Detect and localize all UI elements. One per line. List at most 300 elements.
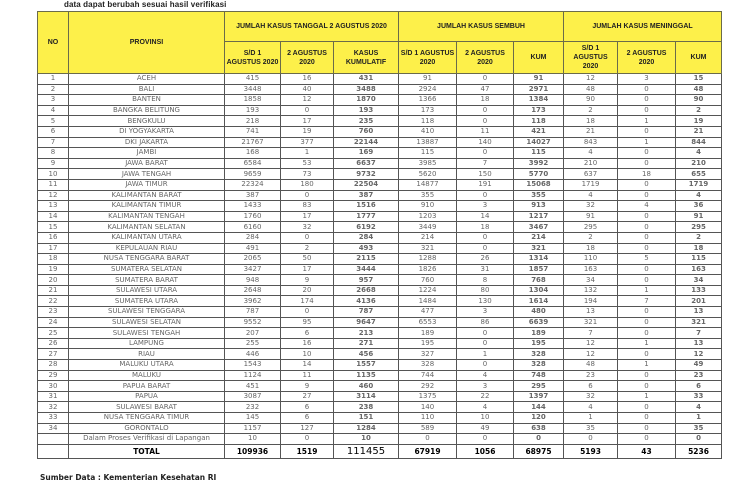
kasus-kumulatif: 235 (334, 116, 399, 127)
sembuh-agust2: 0 (457, 190, 514, 201)
sembuh-kum: 214 (514, 232, 564, 243)
kasus-sd1: 22324 (225, 179, 281, 190)
kasus-kumulatif: 10 (334, 434, 399, 445)
kasus-sd1: 1433 (225, 201, 281, 212)
kasus-sd1: 9659 (225, 169, 281, 180)
row-provinsi: ACEH (69, 74, 225, 85)
meninggal-kum: 4 (676, 148, 722, 159)
table-row (38, 296, 722, 307)
row-provinsi: SULAWESI BARAT (69, 402, 225, 413)
meninggal-sd1: 18 (564, 243, 618, 254)
kasus-kumulatif: 760 (334, 126, 399, 137)
meninggal-kum: 33 (676, 391, 722, 402)
meninggal-sd1: 1 (564, 413, 618, 424)
row-no: 20 (38, 275, 69, 286)
meninggal-sd1: 18 (564, 116, 618, 127)
meninggal-agust2: 0 (618, 434, 676, 445)
kasus-agust2: 50 (281, 254, 334, 265)
kasus-kumulatif: 4136 (334, 296, 399, 307)
meninggal-kum: 2 (676, 105, 722, 116)
kasus-sd1: 193 (225, 105, 281, 116)
meninggal-kum: 91 (676, 211, 722, 222)
meninggal-agust2: 0 (618, 105, 676, 116)
sembuh-agust2: 80 (457, 285, 514, 296)
table-row (38, 137, 722, 148)
header-sembuh-sd1: S/D 1 AGUSTUS 2020 (399, 42, 457, 74)
sembuh-agust2: 10 (457, 413, 514, 424)
meninggal-agust2: 1 (618, 116, 676, 127)
kasus-sd1: 1858 (225, 95, 281, 106)
meninggal-agust2: 0 (618, 243, 676, 254)
table-row (38, 84, 722, 95)
meninggal-agust2: 0 (618, 264, 676, 275)
table-row (38, 190, 722, 201)
kasus-agust2: 83 (281, 201, 334, 212)
kasus-agust2: 1519 (281, 444, 334, 458)
sembuh-kum: 68975 (514, 444, 564, 458)
row-provinsi: KALIMANTAN UTARA (69, 232, 225, 243)
sembuh-sd1: 292 (399, 381, 457, 392)
kasus-agust2: 16 (281, 338, 334, 349)
sembuh-kum: 120 (514, 413, 564, 424)
meninggal-sd1: 110 (564, 254, 618, 265)
meninggal-sd1: 4 (564, 148, 618, 159)
row-no: 16 (38, 232, 69, 243)
meninggal-sd1: 2 (564, 105, 618, 116)
meninggal-sd1: 4 (564, 190, 618, 201)
sembuh-sd1: 1826 (399, 264, 457, 275)
sembuh-kum: 768 (514, 275, 564, 286)
meninggal-sd1: 637 (564, 169, 618, 180)
sembuh-agust2: 0 (457, 105, 514, 116)
kasus-agust2: 19 (281, 126, 334, 137)
meninggal-agust2: 0 (618, 211, 676, 222)
meninggal-kum: 0 (676, 434, 722, 445)
data-source: Sumber Data : Kementerian Kesehatan RI (40, 473, 217, 482)
sembuh-agust2: 0 (457, 243, 514, 254)
row-provinsi: KALIMANTAN TENGAH (69, 211, 225, 222)
sembuh-kum: 1384 (514, 95, 564, 106)
table-row (38, 434, 722, 445)
row-provinsi: SUMATERA UTARA (69, 296, 225, 307)
meninggal-kum: 844 (676, 137, 722, 148)
kasus-agust2: 2 (281, 243, 334, 254)
meninggal-agust2: 0 (618, 232, 676, 243)
kasus-agust2: 32 (281, 222, 334, 233)
sembuh-sd1: 410 (399, 126, 457, 137)
kasus-sd1: 451 (225, 381, 281, 392)
sembuh-agust2: 49 (457, 423, 514, 434)
meninggal-agust2: 1 (618, 391, 676, 402)
kasus-kumulatif: 9647 (334, 317, 399, 328)
meninggal-kum: 2 (676, 232, 722, 243)
kasus-kumulatif: 9732 (334, 169, 399, 180)
row-provinsi: Dalam Proses Verifikasi di Lapangan (69, 434, 225, 445)
kasus-kumulatif: 22144 (334, 137, 399, 148)
row-provinsi: KALIMANTAN SELATAN (69, 222, 225, 233)
row-provinsi: SULAWESI SELATAN (69, 317, 225, 328)
table-row (38, 370, 722, 381)
meninggal-agust2: 1 (618, 137, 676, 148)
sembuh-sd1: 6553 (399, 317, 457, 328)
header-kasus-kumulatif: KASUS KUMULATIF (334, 42, 399, 74)
header-sembuh-kum: KUM (514, 42, 564, 74)
kasus-sd1: 1124 (225, 370, 281, 381)
table-row (38, 307, 722, 318)
kasus-agust2: 17 (281, 264, 334, 275)
kasus-agust2: 0 (281, 434, 334, 445)
meninggal-sd1: 21 (564, 126, 618, 137)
row-no: 31 (38, 391, 69, 402)
sembuh-sd1: 14877 (399, 179, 457, 190)
sembuh-kum: 1397 (514, 391, 564, 402)
kasus-agust2: 0 (281, 190, 334, 201)
sembuh-kum: 14027 (514, 137, 564, 148)
kasus-kumulatif: 1777 (334, 211, 399, 222)
kasus-agust2: 6 (281, 402, 334, 413)
sembuh-agust2: 3 (457, 381, 514, 392)
kasus-agust2: 9 (281, 381, 334, 392)
kasus-sd1: 218 (225, 116, 281, 127)
sembuh-sd1: 13887 (399, 137, 457, 148)
kasus-agust2: 17 (281, 211, 334, 222)
meninggal-agust2: 43 (618, 444, 676, 458)
row-provinsi: JAWA BARAT (69, 158, 225, 169)
sembuh-agust2: 86 (457, 317, 514, 328)
kasus-sd1: 387 (225, 190, 281, 201)
header-meninggal-kum: KUM (676, 42, 722, 74)
meninggal-agust2: 0 (618, 349, 676, 360)
kasus-agust2: 16 (281, 74, 334, 85)
sembuh-sd1: 115 (399, 148, 457, 159)
row-provinsi: SUMATERA SELATAN (69, 264, 225, 275)
meninggal-kum: 49 (676, 360, 722, 371)
row-no: 10 (38, 169, 69, 180)
kasus-agust2: 12 (281, 95, 334, 106)
table-row (38, 126, 722, 137)
sembuh-agust2: 18 (457, 95, 514, 106)
meninggal-agust2: 18 (618, 169, 676, 180)
kasus-kumulatif: 22504 (334, 179, 399, 190)
row-no: 8 (38, 148, 69, 159)
table-row (38, 349, 722, 360)
meninggal-sd1: 5193 (564, 444, 618, 458)
table-row (38, 201, 722, 212)
meninggal-sd1: 295 (564, 222, 618, 233)
row-provinsi: DI YOGYAKARTA (69, 126, 225, 137)
meninggal-agust2: 1 (618, 338, 676, 349)
header-meninggal-sd1: S/D 1 AGUSTUS 2020 (564, 42, 618, 74)
kasus-sd1: 3427 (225, 264, 281, 275)
row-provinsi: KALIMANTAN TIMUR (69, 201, 225, 212)
row-no: 11 (38, 179, 69, 190)
sembuh-sd1: 195 (399, 338, 457, 349)
row-provinsi: KALIMANTAN BARAT (69, 190, 225, 201)
sembuh-sd1: 328 (399, 360, 457, 371)
meninggal-kum: 48 (676, 84, 722, 95)
sembuh-kum: 118 (514, 116, 564, 127)
meninggal-sd1: 210 (564, 158, 618, 169)
row-no: 12 (38, 190, 69, 201)
kasus-sd1: 207 (225, 328, 281, 339)
kasus-agust2: 6 (281, 328, 334, 339)
sembuh-agust2: 0 (457, 148, 514, 159)
kasus-sd1: 255 (225, 338, 281, 349)
kasus-kumulatif: 1284 (334, 423, 399, 434)
sembuh-sd1: 3449 (399, 222, 457, 233)
header-group-meninggal: JUMLAH KASUS MENINGGAL (564, 12, 722, 42)
sembuh-agust2: 3 (457, 201, 514, 212)
sembuh-kum: 195 (514, 338, 564, 349)
kasus-agust2: 73 (281, 169, 334, 180)
sembuh-kum: 480 (514, 307, 564, 318)
sembuh-agust2: 0 (457, 434, 514, 445)
sembuh-sd1: 140 (399, 402, 457, 413)
meninggal-agust2: 7 (618, 296, 676, 307)
kasus-kumulatif: 957 (334, 275, 399, 286)
kasus-agust2: 53 (281, 158, 334, 169)
sembuh-agust2: 8 (457, 275, 514, 286)
row-no (38, 444, 69, 458)
meninggal-sd1: 34 (564, 275, 618, 286)
row-no: 4 (38, 105, 69, 116)
sembuh-kum: 1217 (514, 211, 564, 222)
meninggal-agust2: 0 (618, 307, 676, 318)
table-row (38, 116, 722, 127)
kasus-kumulatif: 493 (334, 243, 399, 254)
sembuh-kum: 295 (514, 381, 564, 392)
sembuh-kum: 173 (514, 105, 564, 116)
sembuh-sd1: 91 (399, 74, 457, 85)
row-no: 7 (38, 137, 69, 148)
kasus-agust2: 10 (281, 349, 334, 360)
sembuh-agust2: 31 (457, 264, 514, 275)
table-row (38, 264, 722, 275)
kasus-kumulatif: 6637 (334, 158, 399, 169)
meninggal-sd1: 4 (564, 402, 618, 413)
kasus-sd1: 1760 (225, 211, 281, 222)
sembuh-kum: 1304 (514, 285, 564, 296)
kasus-agust2: 14 (281, 360, 334, 371)
meninggal-kum: 35 (676, 423, 722, 434)
row-provinsi: TOTAL (69, 444, 225, 458)
table-row (38, 391, 722, 402)
kasus-sd1: 415 (225, 74, 281, 85)
meninggal-agust2: 0 (618, 370, 676, 381)
kasus-kumulatif: 387 (334, 190, 399, 201)
row-provinsi: SULAWESI TENGAH (69, 328, 225, 339)
kasus-kumulatif: 3114 (334, 391, 399, 402)
row-no: 27 (38, 349, 69, 360)
table-row (38, 74, 722, 85)
row-no: 17 (38, 243, 69, 254)
header-no: NO (38, 12, 69, 74)
row-no: 18 (38, 254, 69, 265)
kasus-agust2: 6 (281, 413, 334, 424)
sembuh-kum: 189 (514, 328, 564, 339)
row-no: 28 (38, 360, 69, 371)
row-provinsi: BANGKA BELITUNG (69, 105, 225, 116)
kasus-agust2: 174 (281, 296, 334, 307)
kasus-sd1: 232 (225, 402, 281, 413)
sembuh-kum: 421 (514, 126, 564, 137)
row-provinsi: KEPULAUAN RIAU (69, 243, 225, 254)
row-no: 9 (38, 158, 69, 169)
meninggal-agust2: 4 (618, 201, 676, 212)
meninggal-kum: 19 (676, 116, 722, 127)
sembuh-sd1: 214 (399, 232, 457, 243)
table-row (38, 423, 722, 434)
meninggal-agust2: 0 (618, 402, 676, 413)
meninggal-sd1: 321 (564, 317, 618, 328)
meninggal-agust2: 0 (618, 381, 676, 392)
meninggal-agust2: 0 (618, 423, 676, 434)
kasus-agust2: 0 (281, 307, 334, 318)
meninggal-kum: 4 (676, 190, 722, 201)
sembuh-agust2: 0 (457, 232, 514, 243)
sembuh-agust2: 11 (457, 126, 514, 137)
meninggal-agust2: 0 (618, 413, 676, 424)
kasus-agust2: 0 (281, 232, 334, 243)
meninggal-kum: 655 (676, 169, 722, 180)
sembuh-kum: 115 (514, 148, 564, 159)
sembuh-kum: 15068 (514, 179, 564, 190)
sembuh-kum: 3992 (514, 158, 564, 169)
row-no: 23 (38, 307, 69, 318)
row-no: 30 (38, 381, 69, 392)
meninggal-sd1: 91 (564, 211, 618, 222)
meninggal-kum: 6 (676, 381, 722, 392)
meninggal-agust2: 1 (618, 285, 676, 296)
meninggal-sd1: 163 (564, 264, 618, 275)
meninggal-agust2: 0 (618, 126, 676, 137)
row-no: 34 (38, 423, 69, 434)
table-row (38, 285, 722, 296)
table-row (38, 402, 722, 413)
meninggal-kum: 163 (676, 264, 722, 275)
kasus-kumulatif: 460 (334, 381, 399, 392)
kasus-sd1: 1543 (225, 360, 281, 371)
row-no: 5 (38, 116, 69, 127)
sembuh-sd1: 477 (399, 307, 457, 318)
meninggal-sd1: 32 (564, 201, 618, 212)
kasus-agust2: 27 (281, 391, 334, 402)
kasus-kumulatif: 1135 (334, 370, 399, 381)
row-no: 19 (38, 264, 69, 275)
meninggal-agust2: 0 (618, 84, 676, 95)
row-provinsi: MALUKU (69, 370, 225, 381)
meninggal-agust2: 0 (618, 328, 676, 339)
meninggal-kum: 5236 (676, 444, 722, 458)
table-row (38, 413, 722, 424)
meninggal-sd1: 2 (564, 232, 618, 243)
kasus-kumulatif: 213 (334, 328, 399, 339)
kasus-agust2: 127 (281, 423, 334, 434)
meninggal-kum: 90 (676, 95, 722, 106)
kasus-sd1: 3962 (225, 296, 281, 307)
header-group-kasus: JUMLAH KASUS TANGGAL 2 AGUSTUS 2020 (225, 12, 399, 42)
meninggal-agust2: 3 (618, 74, 676, 85)
meninggal-kum: 23 (676, 370, 722, 381)
header-meninggal-agust2: 2 AGUSTUS 2020 (618, 42, 676, 74)
row-provinsi: PAPUA (69, 391, 225, 402)
kasus-sd1: 787 (225, 307, 281, 318)
table-row (38, 243, 722, 254)
sembuh-kum: 3467 (514, 222, 564, 233)
table-row (38, 328, 722, 339)
row-no: 15 (38, 222, 69, 233)
sembuh-agust2: 1056 (457, 444, 514, 458)
kasus-kumulatif: 1870 (334, 95, 399, 106)
kasus-kumulatif: 111455 (334, 444, 399, 458)
kasus-sd1: 10 (225, 434, 281, 445)
table-row (38, 275, 722, 286)
sembuh-agust2: 0 (457, 360, 514, 371)
kasus-sd1: 21767 (225, 137, 281, 148)
kasus-kumulatif: 2115 (334, 254, 399, 265)
table-row (38, 95, 722, 106)
sembuh-agust2: 26 (457, 254, 514, 265)
kasus-agust2: 11 (281, 370, 334, 381)
table-row (38, 222, 722, 233)
kasus-agust2: 20 (281, 285, 334, 296)
meninggal-agust2: 0 (618, 158, 676, 169)
meninggal-kum: 13 (676, 338, 722, 349)
row-provinsi: MALUKU UTARA (69, 360, 225, 371)
kasus-agust2: 0 (281, 105, 334, 116)
kasus-sd1: 446 (225, 349, 281, 360)
sembuh-agust2: 0 (457, 74, 514, 85)
sembuh-kum: 6639 (514, 317, 564, 328)
sembuh-sd1: 1203 (399, 211, 457, 222)
meninggal-agust2: 5 (618, 254, 676, 265)
sembuh-sd1: 0 (399, 434, 457, 445)
meninggal-sd1: 12 (564, 338, 618, 349)
sembuh-kum: 321 (514, 243, 564, 254)
sembuh-agust2: 0 (457, 116, 514, 127)
sembuh-kum: 1857 (514, 264, 564, 275)
kasus-sd1: 2648 (225, 285, 281, 296)
kasus-agust2: 1 (281, 148, 334, 159)
meninggal-sd1: 35 (564, 423, 618, 434)
row-provinsi: NUSA TENGGARA TIMUR (69, 413, 225, 424)
sembuh-sd1: 355 (399, 190, 457, 201)
sembuh-agust2: 4 (457, 402, 514, 413)
meninggal-kum: 36 (676, 201, 722, 212)
kasus-kumulatif: 6192 (334, 222, 399, 233)
kasus-sd1: 6160 (225, 222, 281, 233)
row-no: 29 (38, 370, 69, 381)
meninggal-sd1: 0 (564, 434, 618, 445)
header-provinsi: PROVINSI (69, 12, 225, 74)
header-kasus-agust2: 2 AGUSTUS 2020 (281, 42, 334, 74)
table-row (38, 169, 722, 180)
meninggal-sd1: 7 (564, 328, 618, 339)
meninggal-agust2: 0 (618, 95, 676, 106)
row-provinsi: GORONTALO (69, 423, 225, 434)
sembuh-kum: 355 (514, 190, 564, 201)
sembuh-sd1: 321 (399, 243, 457, 254)
sembuh-kum: 1614 (514, 296, 564, 307)
kasus-kumulatif: 193 (334, 105, 399, 116)
sembuh-sd1: 1224 (399, 285, 457, 296)
row-no: 2 (38, 84, 69, 95)
table-row (38, 158, 722, 169)
meninggal-sd1: 32 (564, 391, 618, 402)
row-no: 3 (38, 95, 69, 106)
sembuh-agust2: 4 (457, 370, 514, 381)
meninggal-kum: 4 (676, 402, 722, 413)
